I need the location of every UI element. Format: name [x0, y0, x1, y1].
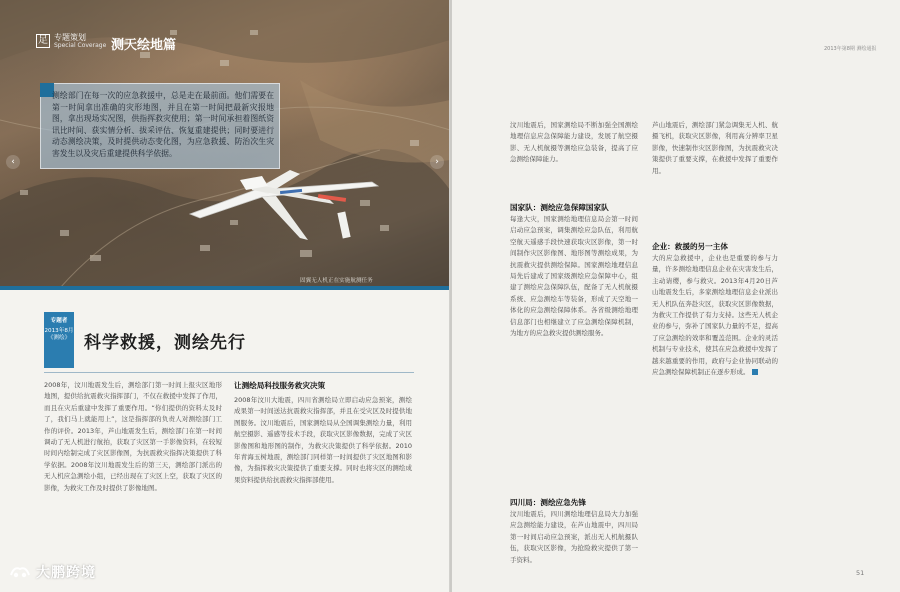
column-name: 专题策划	[54, 33, 86, 42]
watermark-logo-icon	[8, 563, 32, 581]
section-heading: 四川局：测绘应急先锋	[510, 498, 586, 507]
watermark	[8, 562, 96, 582]
article-title: 科学救援，测绘先行	[84, 333, 246, 353]
article-column-2: 2008年汶川大地震，四川省测绘局立即启动应急预案，测绘成果第一时间送达抗震救灾指挥部，并且在受灾区及时提供地图服务。汶川地震后，国家测绘局从全国调集测绘力量，利用航空摄影、遥感等技术手段，获取灾区影像数据，完成了灾区影像图和地形图的制作，为救灾决策提供了科学依据。2010年青海玉树地震，测绘部门同样第一时间提供了灾区地图和影像，为指挥救灾决策提供了重要支撑。同时也将灾区的测绘成果资料提供给抗震救灾指挥部使用。	[234, 396, 412, 484]
column-name-en: Special Coverage	[54, 42, 107, 49]
column-title: 测天绘地篇	[111, 38, 177, 53]
right-column-1-body-2: 汶川地震后，四川测绘地理信息局大力加强应急测绘能力建设，在芦山地震中，四川局第一时间启动应急预案，派出无人机航摄队伍，获取灾区影像，为抢险救灾提供了第一手资料。	[510, 510, 638, 564]
article-column-1: 2008年，汶川地震发生后，测绘部门第一时间上报灾区地形地图，提供给抗震救灾指挥部门，不仅在救援中发挥了作用，而且在灾后重建中发挥了重要作用。“你们提供的资料太及时了，我们马上就能用上”，这是指挥部的负责人对测绘部门工作的评价。2013年，芦山地震发生后，测绘部门在第一时间调动了无人机进行航拍，获取了灾区第一手影像资料，在较短时间内绘制完成了灾区影像图，为抗震救灾指挥决策提供了科学依据。2008年汶川地震发生后的第三天，测绘部门派出的无人机应急测绘小组，已经出现在了灾区上空，获取了灾区的影像，为救灾工作及时提供了影像地图。	[44, 381, 222, 492]
title-divider	[44, 372, 414, 373]
issue-badge	[44, 312, 74, 368]
section-heading: 让测绘局科技服务救灾决策	[234, 381, 326, 390]
photo-bottom-bar	[0, 286, 450, 290]
watermark-text: 大鹏跨境	[36, 565, 96, 581]
page-number: 51	[856, 569, 865, 577]
section-heading: 国家队：测绘应急保障国家队	[510, 203, 609, 212]
right-column-2-body-text: 大的应急救援中，企业也是重要的参与力量，许多测绘地理信息企业在灾害发生后，主动请缨，参与救灾。2013年4月20日芦山地震发生后，多家测绘地理信息企业派出无人机队伍奔赴灾区，获取灾区影像数据，为救灾工作提供了有力支持。这些无人机企业的参与，弥补了国家队力量的不足，提高了应急测绘的效率和覆盖范围。企业的灵活机制与专业技术，使其在应急救援中发挥了越来越重要的作用，政府与企业协同联动的应急测绘保障机制正在逐步形成。	[652, 254, 778, 377]
badge-line: 2013年8月	[44, 328, 74, 335]
right-page	[452, 0, 900, 592]
prev-arrow-icon[interactable]: ‹	[6, 155, 20, 169]
column-icon: 足	[38, 35, 48, 46]
intro-text: 测绘部门在每一次的应急救援中，总是走在最前面。他们需要在第一时间拿出准确的灾形地图，并且在第一时间把最新灾报地图，拿出现场实况图，供指挥救灾使用；第一时间承担着图纸资讯比时间、获实情分析、拔采评估、恢复重建提供；同时要进行动态测绘决策，及时提供动态变化图，为应急救援、防治次生灾害发生以及灾后重建提供科学依据。	[52, 91, 274, 158]
running-head: 2013年第8期 测绘通报	[824, 46, 877, 52]
badge-line: 《测绘》	[47, 335, 71, 342]
right-column-1-body: 每逢大灾，国家测绘地理信息局会第一时间启动应急预案，调集测绘应急队伍，利用航空航天遥感手段快速获取灾区影像，第一时间制作灾区影像图、地形图等测绘成果，为抗震救灾提供测绘保障。国家测绘地理信息局先后建成了国家级测绘应急保障中心，组建了测绘应急保障队伍，配备了无人机航摄系统、应急测绘车等装备，形成了天空地一体化的应急测绘保障体系。各省级测绘地理信息部门也相继建立了应急测绘保障机制，为地方的应急救灾提供测绘服务。	[510, 215, 638, 338]
article-end-icon	[752, 369, 758, 375]
badge-top: 专题者	[50, 318, 68, 324]
right-column-2-body	[652, 253, 778, 378]
section-heading: 企业：救援的另一主体	[652, 242, 728, 251]
next-arrow-icon[interactable]: ›	[430, 155, 444, 169]
right-column-1-intro: 汶川地震后，国家测绘局不断加强全国测绘地理信息应急保障能力建设，发展了航空摄影、无人机航摄等测绘应急装备，提高了应急测绘保障能力。	[510, 121, 638, 164]
right-column-2-intro: 芦山地震后，测绘部门紧急调集无人机、航摄飞机，获取灾区影像，利用高分辨率卫星影像，快速制作灾区影像图，为抗震救灾决策提供了重要支撑，在救援中发挥了重要作用。	[652, 121, 778, 175]
aerial-photo	[0, 0, 450, 288]
photo-caption: 固翼无人机正在实施航测任务	[300, 278, 373, 284]
